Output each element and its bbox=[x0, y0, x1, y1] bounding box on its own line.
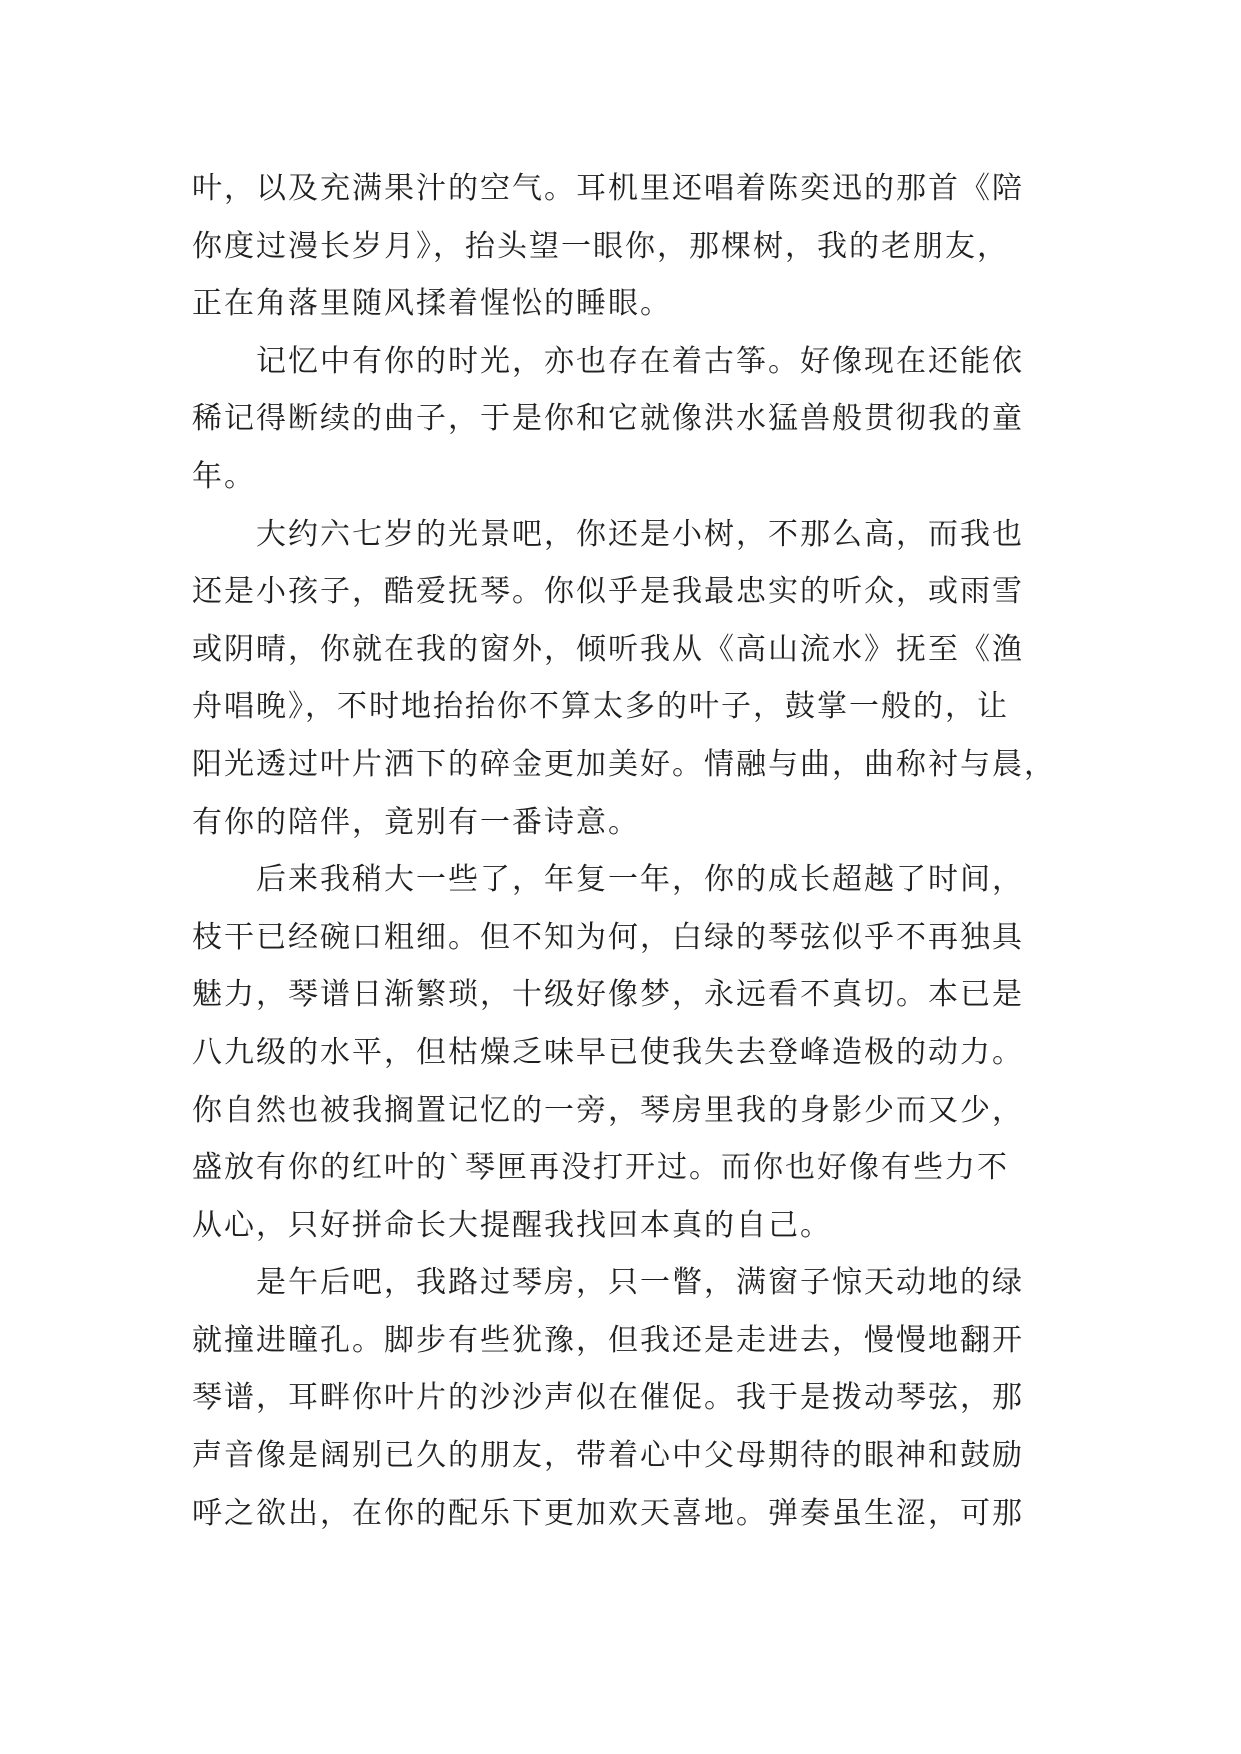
text-line: 年。 bbox=[192, 458, 256, 494]
text-line: 后来我稍大一些了，年复一年，你的成长超越了时间， bbox=[256, 862, 1024, 898]
text-line: 从心，只好拼命长大提醒我找回本真的自己。 bbox=[192, 1207, 832, 1243]
text-line: 你度过漫长岁月》，抬头望一眼你，那棵树，我的老朋友， bbox=[192, 228, 1009, 264]
text-line: 琴谱，耳畔你叶片的沙沙声似在催促。我于是拨动琴弦，那 bbox=[192, 1380, 1024, 1416]
body-text bbox=[192, 160, 1072, 1542]
text-line: 阳光透过叶片洒下的碎金更加美好。情融与曲，曲称衬与晨， bbox=[192, 746, 1056, 782]
text-line: 就撞进瞳孔。脚步有些犹豫，但我还是走进去，慢慢地翻开 bbox=[192, 1322, 1024, 1358]
text-line: 枝干已经碗口粗细。但不知为何，白绿的琴弦似乎不再独具 bbox=[192, 919, 1024, 955]
text-line: 有你的陪伴，竟别有一番诗意。 bbox=[192, 804, 640, 840]
text-line: 你自然也被我搁置记忆的一旁，琴房里我的身影少而又少， bbox=[192, 1092, 1024, 1128]
text-line: 叶，以及充满果汁的空气。耳机里还唱着陈奕迅的那首《陪 bbox=[192, 171, 1024, 206]
text-line: 声音像是阔别已久的朋友，带着心中父母期待的眼神和鼓励 bbox=[192, 1438, 1024, 1474]
text-line: 八九级的水平，但枯燥乏味早已使我失去登峰造极的动力。 bbox=[192, 1034, 1024, 1070]
text-line: 大约六七岁的光景吧，你还是小树，不那么高，而我也 bbox=[256, 516, 1024, 552]
text-line: 盛放有你的红叶的`琴匣再没打开过。而你也好像有些力不 bbox=[192, 1150, 1009, 1186]
text-line: 舟唱晚》，不时地抬抬你不算太多的叶子，鼓掌一般的，让 bbox=[192, 689, 1009, 725]
text-line: 正在角落里随风揉着惺忪的睡眼。 bbox=[192, 286, 672, 322]
text-line: 还是小孩子，酷爱抚琴。你似乎是我最忠实的听众，或雨雪 bbox=[192, 574, 1024, 610]
text-line: 或阴晴，你就在我的窗外，倾听我从《高山流水》抚至《渔 bbox=[192, 631, 1024, 667]
text-line: 是午后吧，我路过琴房，只一瞥，满窗子惊天动地的绿 bbox=[256, 1265, 1024, 1301]
text-line: 魅力，琴谱日渐繁琐，十级好像梦，永远看不真切。本已是 bbox=[192, 977, 1024, 1013]
text-line: 记忆中有你的时光，亦也存在着古筝。好像现在还能依 bbox=[256, 343, 1024, 379]
text-line: 呼之欲出，在你的配乐下更加欢天喜地。弹奏虽生涩，可那 bbox=[192, 1495, 1024, 1531]
text-line: 稀记得断续的曲子，于是你和它就像洪水猛兽般贯彻我的童 bbox=[192, 401, 1024, 437]
